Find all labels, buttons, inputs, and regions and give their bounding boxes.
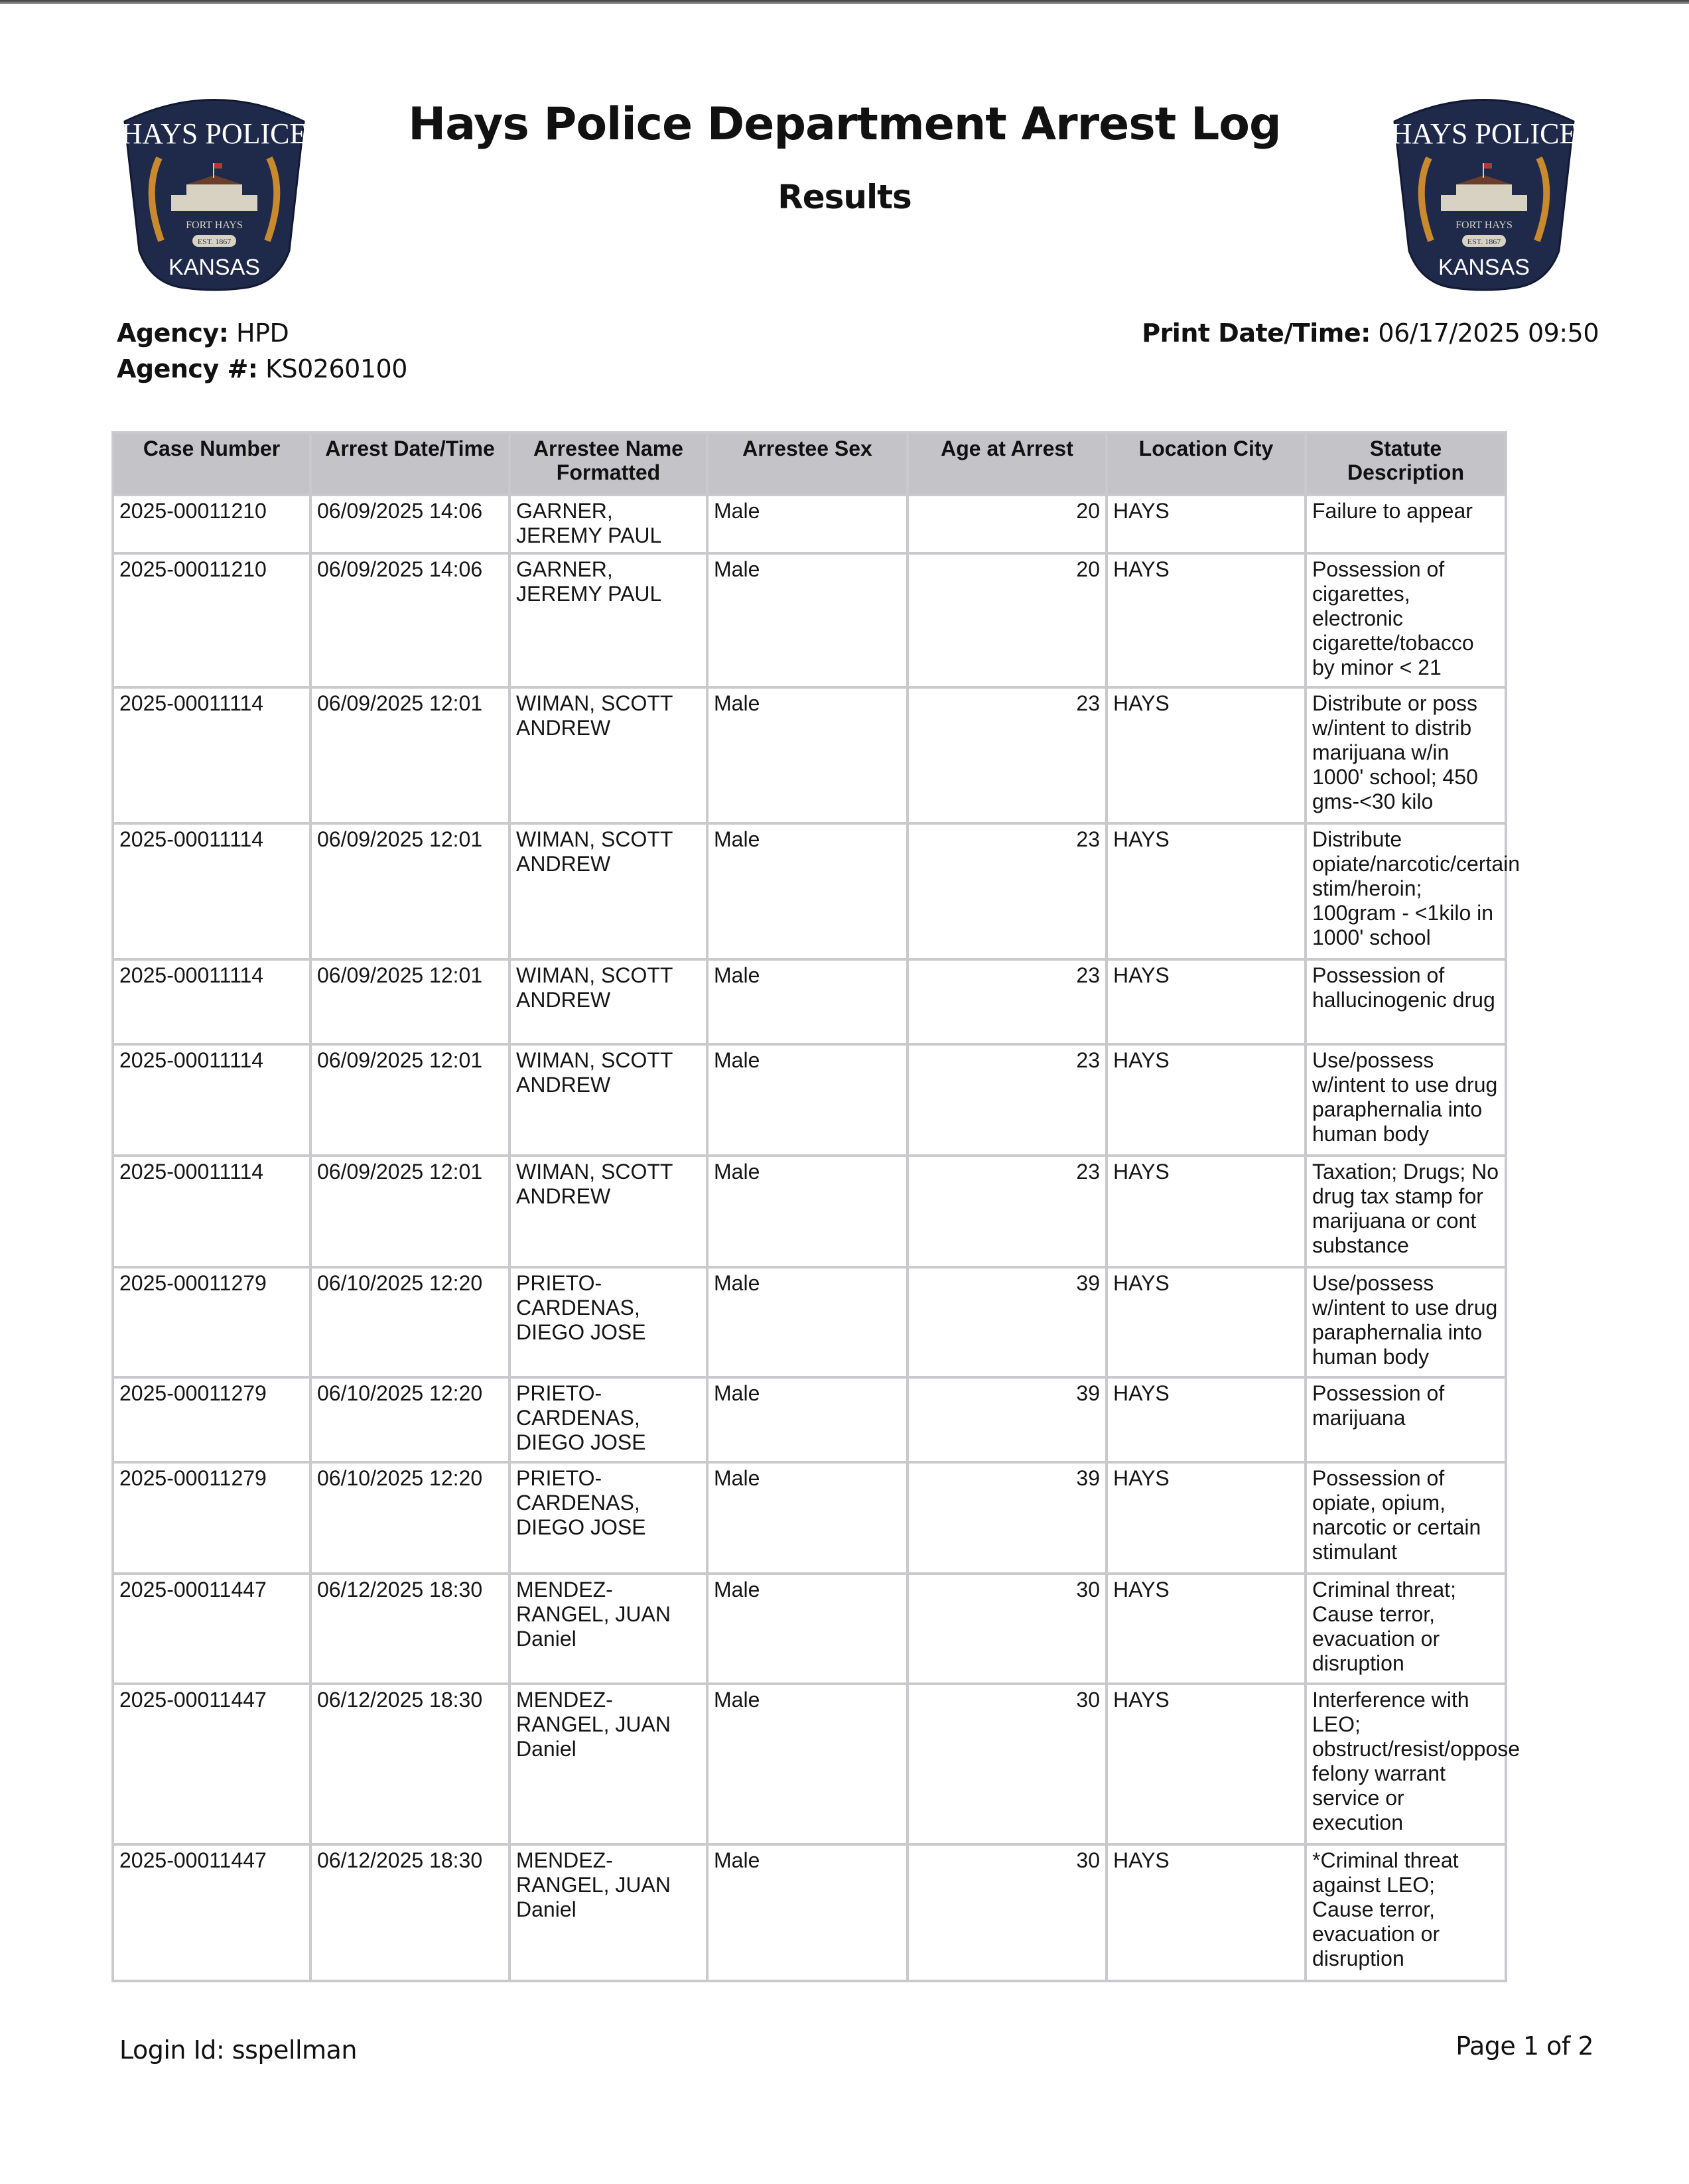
cell-age: 20 — [908, 553, 1107, 687]
svg-text:EST. 1867: EST. 1867 — [1467, 237, 1501, 246]
column-header-arrestee-name: Arrestee Name Formatted — [509, 433, 707, 495]
cell-sex: Male — [707, 1462, 908, 1574]
cell-age: 39 — [908, 1462, 1107, 1574]
svg-text:KANSAS: KANSAS — [169, 255, 260, 280]
svg-text:HAYS POLICE: HAYS POLICE — [1390, 117, 1578, 150]
svg-text:FORT HAYS: FORT HAYS — [1455, 220, 1513, 231]
agency-number-field — [117, 354, 407, 383]
cell-statute: Taxation; Drugs; No drug tax stamp for marijuana or cont substance — [1306, 1156, 1506, 1267]
table-row — [113, 1267, 1506, 1377]
svg-text:KANSAS: KANSAS — [1438, 255, 1530, 280]
table-header-row — [113, 433, 1506, 495]
agency-field — [117, 318, 289, 348]
cell-statute: Distribute or poss w/intent to distrib marijuana w/in 1000' school; 450 gms-<30 kilo — [1306, 687, 1506, 823]
cell-statute: *Criminal threat against LEO; Cause terror, evacuation or disruption — [1306, 1844, 1506, 1981]
cell-sex: Male — [707, 823, 908, 959]
table-row — [113, 495, 1506, 553]
agency-number-label: Agency #: — [117, 354, 258, 383]
cell-case-number: 2025-00011210 — [113, 495, 310, 553]
cell-case-number: 2025-00011279 — [113, 1462, 310, 1574]
cell-city: HAYS — [1107, 1684, 1306, 1844]
cell-age: 23 — [908, 823, 1107, 959]
cell-statute: Possession of hallucinogenic drug — [1306, 959, 1506, 1044]
cell-age: 39 — [908, 1267, 1107, 1377]
cell-city: HAYS — [1107, 1044, 1306, 1156]
print-datetime-value: 06/17/2025 09:50 — [1378, 318, 1599, 348]
cell-statute: Possession of marijuana — [1306, 1377, 1506, 1462]
cell-city: HAYS — [1107, 495, 1306, 553]
cell-arrestee-name: PRIETO-CARDENAS, DIEGO JOSE — [509, 1267, 707, 1377]
cell-statute: Distribute opiate/narcotic/certain stim/heroin; 100gram - <1kilo in 1000' school — [1306, 823, 1506, 959]
cell-arrest-datetime: 06/09/2025 12:01 — [310, 1044, 509, 1156]
table-row — [113, 1462, 1506, 1574]
cell-sex: Male — [707, 1156, 908, 1267]
cell-case-number: 2025-00011447 — [113, 1574, 310, 1684]
cell-age: 23 — [908, 959, 1107, 1044]
cell-arrest-datetime: 06/09/2025 12:01 — [310, 959, 509, 1044]
cell-age: 30 — [908, 1684, 1107, 1844]
cell-sex: Male — [707, 553, 908, 687]
cell-sex: Male — [707, 1574, 908, 1684]
page-indicator: Page 1 of 2 — [1455, 2031, 1593, 2061]
table-row — [113, 1044, 1506, 1156]
cell-case-number: 2025-00011114 — [113, 959, 310, 1044]
agency-label: Agency: — [117, 318, 229, 348]
svg-text:EST. 1867: EST. 1867 — [197, 237, 232, 246]
cell-case-number: 2025-00011114 — [113, 687, 310, 823]
svg-text:HAYS POLICE: HAYS POLICE — [121, 117, 308, 150]
svg-text:FORT HAYS: FORT HAYS — [186, 220, 243, 231]
cell-age: 23 — [908, 1044, 1107, 1156]
table-row — [113, 1574, 1506, 1684]
arrest-log-table — [111, 431, 1520, 1982]
agency-value: HPD — [236, 318, 289, 348]
login-id: Login Id: sspellman — [119, 2035, 357, 2065]
table-row — [113, 553, 1506, 687]
table-row — [113, 823, 1506, 959]
cell-case-number: 2025-00011447 — [113, 1684, 310, 1844]
column-header-case-number: Case Number — [113, 433, 310, 495]
cell-arrestee-name: GARNER, JEREMY PAUL — [509, 553, 707, 687]
cell-statute: Use/possess w/intent to use drug paraphernalia into human body — [1306, 1267, 1506, 1377]
cell-case-number: 2025-00011210 — [113, 553, 310, 687]
cell-arrest-datetime: 06/10/2025 12:20 — [310, 1377, 509, 1462]
cell-statute: Use/possess w/intent to use drug paraphernalia into human body — [1306, 1044, 1506, 1156]
cell-sex: Male — [707, 687, 908, 823]
cell-arrestee-name: MENDEZ-RANGEL, JUAN Daniel — [509, 1844, 707, 1981]
column-header-location-city: Location City — [1107, 433, 1306, 495]
column-header-arrest-datetime: Arrest Date/Time — [310, 433, 509, 495]
cell-case-number: 2025-00011114 — [113, 823, 310, 959]
cell-city: HAYS — [1107, 687, 1306, 823]
cell-arrestee-name: GARNER, JEREMY PAUL — [509, 495, 707, 553]
agency-number-value: KS0260100 — [265, 354, 407, 383]
cell-city: HAYS — [1107, 823, 1306, 959]
cell-arrestee-name: WIMAN, SCOTT ANDREW — [509, 1156, 707, 1267]
cell-arrestee-name: MENDEZ-RANGEL, JUAN Daniel — [509, 1684, 707, 1844]
cell-sex: Male — [707, 1267, 908, 1377]
print-datetime-field — [1142, 318, 1599, 348]
cell-arrest-datetime: 06/09/2025 12:01 — [310, 823, 509, 959]
cell-statute: Criminal threat; Cause terror, evacuation or disruption — [1306, 1574, 1506, 1684]
cell-city: HAYS — [1107, 1156, 1306, 1267]
cell-arrestee-name: PRIETO-CARDENAS, DIEGO JOSE — [509, 1462, 707, 1574]
cell-arrest-datetime: 06/10/2025 12:20 — [310, 1462, 509, 1574]
cell-arrest-datetime: 06/09/2025 14:06 — [310, 495, 509, 553]
cell-arrest-datetime: 06/12/2025 18:30 — [310, 1844, 509, 1981]
cell-sex: Male — [707, 1844, 908, 1981]
cell-arrest-datetime: 06/12/2025 18:30 — [310, 1574, 509, 1684]
cell-age: 30 — [908, 1574, 1107, 1684]
cell-arrestee-name: WIMAN, SCOTT ANDREW — [509, 959, 707, 1044]
cell-arrest-datetime: 06/10/2025 12:20 — [310, 1267, 509, 1377]
table-row — [113, 959, 1506, 1044]
table-row — [113, 1377, 1506, 1462]
cell-city: HAYS — [1107, 959, 1306, 1044]
cell-case-number: 2025-00011279 — [113, 1267, 310, 1377]
cell-age: 39 — [908, 1377, 1107, 1462]
print-datetime-label: Print Date/Time: — [1142, 318, 1371, 348]
cell-arrest-datetime: 06/09/2025 14:06 — [310, 553, 509, 687]
cell-arrestee-name: WIMAN, SCOTT ANDREW — [509, 687, 707, 823]
cell-city: HAYS — [1107, 1462, 1306, 1574]
cell-sex: Male — [707, 1684, 908, 1844]
cell-arrest-datetime: 06/09/2025 12:01 — [310, 687, 509, 823]
table-row — [113, 687, 1506, 823]
scan-edge — [0, 0, 1689, 4]
cell-city: HAYS — [1107, 1844, 1306, 1981]
cell-arrestee-name: WIMAN, SCOTT ANDREW — [509, 1044, 707, 1156]
column-header-statute: Statute Description — [1306, 433, 1506, 495]
table-row — [113, 1844, 1506, 1981]
page-subtitle: Results — [777, 178, 912, 216]
cell-statute: Interference with LEO; obstruct/resist/oppose felony warrant service or execution — [1306, 1684, 1506, 1844]
cell-arrestee-name: PRIETO-CARDENAS, DIEGO JOSE — [509, 1377, 707, 1462]
column-header-arrestee-sex: Arrestee Sex — [707, 433, 908, 495]
cell-statute: Failure to appear — [1306, 495, 1506, 553]
cell-arrest-datetime: 06/12/2025 18:30 — [310, 1684, 509, 1844]
cell-case-number: 2025-00011114 — [113, 1156, 310, 1267]
cell-sex: Male — [707, 1377, 908, 1462]
cell-case-number: 2025-00011447 — [113, 1844, 310, 1981]
cell-city: HAYS — [1107, 553, 1306, 687]
cell-sex: Male — [707, 959, 908, 1044]
column-header-age: Age at Arrest — [908, 433, 1107, 495]
cell-statute: Possession of opiate, opium, narcotic or certain stimulant — [1306, 1462, 1506, 1574]
cell-case-number: 2025-00011114 — [113, 1044, 310, 1156]
page-title: Hays Police Department Arrest Log — [408, 98, 1281, 151]
cell-arrest-datetime: 06/09/2025 12:01 — [310, 1156, 509, 1267]
table-row — [113, 1156, 1506, 1267]
cell-statute: Possession of cigarettes, electronic cigarette/tobacco by minor < 21 — [1306, 553, 1506, 687]
cell-case-number: 2025-00011279 — [113, 1377, 310, 1462]
cell-sex: Male — [707, 1044, 908, 1156]
cell-arrestee-name: WIMAN, SCOTT ANDREW — [509, 823, 707, 959]
cell-sex: Male — [707, 495, 908, 553]
cell-city: HAYS — [1107, 1574, 1306, 1684]
table-row — [113, 1684, 1506, 1844]
cell-age: 23 — [908, 687, 1107, 823]
cell-city: HAYS — [1107, 1267, 1306, 1377]
cell-age: 23 — [908, 1156, 1107, 1267]
cell-age: 30 — [908, 1844, 1107, 1981]
cell-age: 20 — [908, 495, 1107, 553]
cell-city: HAYS — [1107, 1377, 1306, 1462]
cell-arrestee-name: MENDEZ-RANGEL, JUAN Daniel — [509, 1574, 707, 1684]
